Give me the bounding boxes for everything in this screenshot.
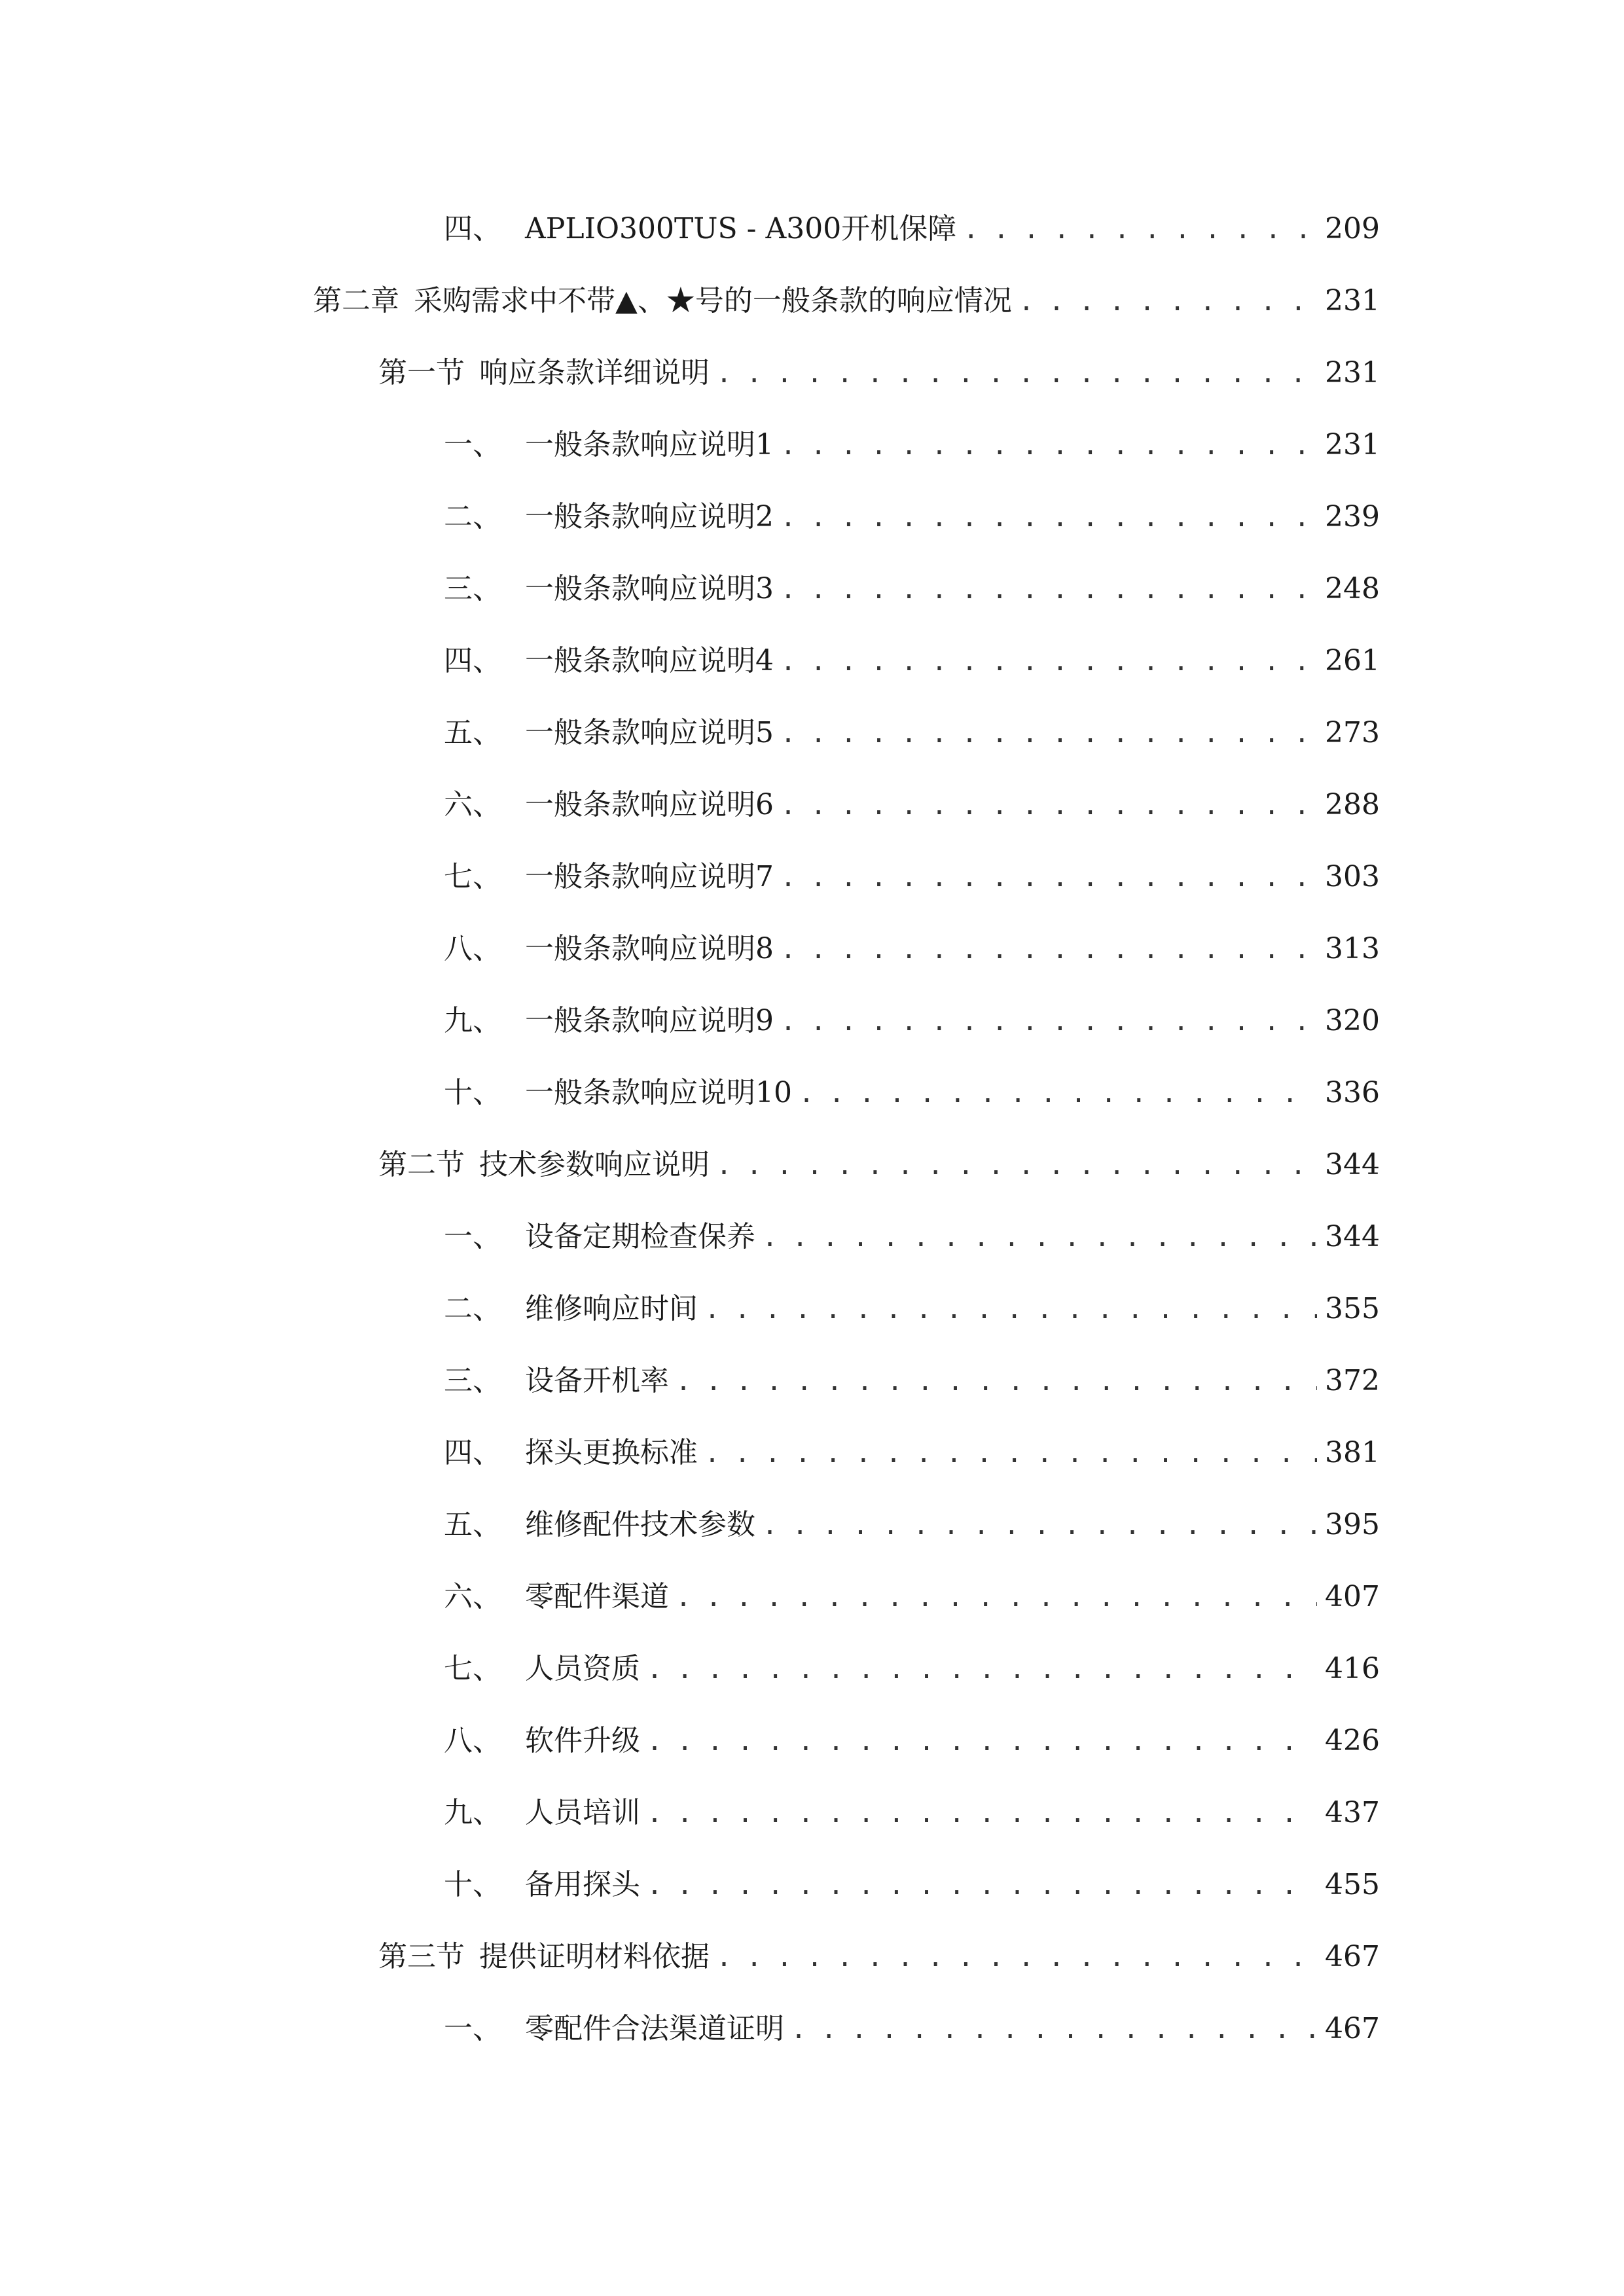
- toc-entry-number: 四、: [444, 1436, 501, 1469]
- toc-entry[interactable]: [444, 203, 1380, 255]
- dot-leader: [647, 1787, 1317, 1840]
- toc-entry-page: 231: [1325, 428, 1380, 461]
- toc-entry-title: 一般条款响应说明1: [525, 428, 774, 461]
- toc-entry-page: 426: [1325, 1724, 1380, 1757]
- toc-entry-number: 九、: [444, 1004, 501, 1037]
- dot-leader: [780, 708, 1317, 760]
- toc-entry-page: 437: [1325, 1796, 1380, 1829]
- dot-leader: [780, 564, 1317, 616]
- toc-entry-number: 七、: [444, 860, 501, 893]
- dot-leader: [676, 1355, 1317, 1408]
- toc-entry-number: 二、: [444, 1292, 501, 1325]
- toc-entry-page: 273: [1325, 716, 1380, 749]
- toc-entry[interactable]: [444, 1787, 1380, 1839]
- toc-entry[interactable]: [444, 2003, 1380, 2055]
- toc-entry-page: 372: [1325, 1364, 1380, 1397]
- toc-entry-title: 一般条款响应说明4: [525, 644, 774, 677]
- toc-entry-number: 五、: [444, 716, 501, 749]
- toc-entry-number: 六、: [444, 788, 501, 821]
- dot-leader: [704, 1283, 1317, 1336]
- toc-entry[interactable]: [444, 1427, 1380, 1479]
- toc-entry[interactable]: [378, 1931, 1380, 1983]
- toc-entry-title: 一般条款响应说明9: [525, 1004, 774, 1037]
- toc-entry[interactable]: [444, 1571, 1380, 1623]
- toc-entry[interactable]: [313, 275, 1380, 327]
- toc-entry-title: 维修配件技术参数: [525, 1508, 755, 1541]
- toc-entry-title: 一般条款响应说明10: [525, 1076, 792, 1109]
- toc-entry-title: 人员资质: [525, 1652, 640, 1685]
- toc-entry-title: 零配件合法渠道证明: [525, 2012, 784, 2045]
- toc-entry-page: 455: [1325, 1868, 1380, 1901]
- dot-leader: [780, 924, 1317, 976]
- dot-leader: [676, 1571, 1317, 1624]
- toc-entry[interactable]: [444, 923, 1380, 975]
- toc-entry[interactable]: [444, 1859, 1380, 1911]
- toc-entry-title: 维修响应时间: [525, 1292, 698, 1325]
- toc-entry-number: 二、: [444, 500, 501, 533]
- toc-entry-number: 十、: [444, 1076, 501, 1109]
- toc-entry-number: 第二节: [378, 1148, 465, 1181]
- dot-leader: [780, 852, 1317, 904]
- toc-entry[interactable]: [444, 1283, 1380, 1335]
- toc-entry[interactable]: [444, 779, 1380, 831]
- toc-entry-number: 第二章: [313, 284, 399, 317]
- toc-entry-title: 提供证明材料依据: [479, 1940, 710, 1973]
- toc-entry[interactable]: [378, 347, 1380, 399]
- toc-entry-page: 416: [1325, 1652, 1380, 1685]
- toc-entry-title: 一般条款响应说明5: [525, 716, 774, 749]
- dot-leader: [780, 996, 1317, 1048]
- dot-leader: [704, 1427, 1317, 1480]
- toc-entry[interactable]: [444, 1067, 1380, 1119]
- toc-entry-page: 231: [1325, 356, 1380, 389]
- toc-entry-page: 467: [1325, 2012, 1380, 2045]
- toc-entry[interactable]: [444, 1643, 1380, 1695]
- dot-leader: [780, 420, 1317, 472]
- toc-entry-page: 344: [1325, 1220, 1380, 1253]
- toc-entry-page: 209: [1325, 212, 1380, 245]
- toc-entry-page: 395: [1325, 1508, 1380, 1541]
- toc-entry-title: 一般条款响应说明6: [525, 788, 774, 821]
- dot-leader: [647, 1859, 1317, 1912]
- toc-entry-page: 336: [1325, 1076, 1380, 1109]
- toc-entry-number: 四、: [444, 212, 501, 245]
- toc-entry-number: 七、: [444, 1652, 501, 1685]
- toc-entry-number: 十、: [444, 1868, 501, 1901]
- dot-leader: [780, 492, 1317, 544]
- toc-entry-number: 一、: [444, 428, 501, 461]
- toc-entry-title: 一般条款响应说明8: [525, 932, 774, 965]
- toc-entry[interactable]: [444, 851, 1380, 903]
- toc-entry-title: 一般条款响应说明2: [525, 500, 774, 533]
- toc-entry-page: 313: [1325, 932, 1380, 965]
- dot-leader: [716, 1139, 1317, 1192]
- toc-entry-page: 381: [1325, 1436, 1380, 1469]
- toc-entry-title: APLIO300TUS - A300开机保障: [525, 212, 957, 245]
- toc-entry-number: 九、: [444, 1796, 501, 1829]
- toc-entry-number: 六、: [444, 1580, 501, 1613]
- dot-leader: [647, 1715, 1317, 1768]
- toc-entry[interactable]: [378, 1139, 1380, 1191]
- dot-leader: [780, 780, 1317, 832]
- toc-entry-page: 239: [1325, 500, 1380, 533]
- toc-entry[interactable]: [444, 1715, 1380, 1767]
- toc-entry-page: 303: [1325, 860, 1380, 893]
- toc-entry-number: 第三节: [378, 1940, 465, 1973]
- dot-leader: [963, 204, 1317, 256]
- toc-entry[interactable]: [444, 707, 1380, 759]
- toc-entry-title: 一般条款响应说明3: [525, 572, 774, 605]
- toc-entry-title: 响应条款详细说明: [479, 356, 710, 389]
- toc-entry-page: 407: [1325, 1580, 1380, 1613]
- toc-entry[interactable]: [444, 1211, 1380, 1263]
- dot-leader: [762, 1499, 1317, 1552]
- toc-entry-title: 零配件渠道: [525, 1580, 669, 1613]
- toc-entry-page: 320: [1325, 1004, 1380, 1037]
- toc-entry-number: 一、: [444, 2012, 501, 2045]
- toc-entry[interactable]: [444, 1355, 1380, 1407]
- dot-leader: [716, 1931, 1317, 1984]
- dot-leader: [647, 1643, 1317, 1696]
- dot-leader: [762, 1211, 1317, 1264]
- toc-entry-page: 288: [1325, 788, 1380, 821]
- toc-entry-title: 备用探头: [525, 1868, 640, 1901]
- toc-entry-page: 344: [1325, 1148, 1380, 1181]
- toc-entry-title: 软件升级: [525, 1724, 640, 1757]
- dot-leader: [799, 1067, 1317, 1120]
- toc-entry[interactable]: [444, 419, 1380, 471]
- toc-entry-page: 248: [1325, 572, 1380, 605]
- toc-entry-number: 八、: [444, 932, 501, 965]
- toc-entry-page: 355: [1325, 1292, 1380, 1325]
- toc-entry-title: 一般条款响应说明7: [525, 860, 774, 893]
- toc-entry-title: 人员培训: [525, 1796, 640, 1829]
- dot-leader: [1019, 276, 1317, 328]
- toc-entry-number: 四、: [444, 644, 501, 677]
- toc-entry-title: 设备开机率: [525, 1364, 669, 1397]
- toc-entry-number: 第一节: [378, 356, 465, 389]
- toc-entry-number: 一、: [444, 1220, 501, 1253]
- toc-entry-number: 五、: [444, 1508, 501, 1541]
- toc-entry-title: 探头更换标准: [525, 1436, 698, 1469]
- toc-entry-page: 467: [1325, 1940, 1380, 1973]
- dot-leader: [716, 348, 1317, 400]
- toc-entry[interactable]: [444, 1499, 1380, 1551]
- dot-leader: [791, 2003, 1317, 2056]
- toc-entry-page: 231: [1325, 284, 1380, 317]
- toc-entry[interactable]: [444, 563, 1380, 615]
- toc-entry[interactable]: [444, 635, 1380, 687]
- toc-entry[interactable]: [444, 491, 1380, 543]
- toc-entry-number: 三、: [444, 1364, 501, 1397]
- toc-entry-number: 三、: [444, 572, 501, 605]
- dot-leader: [780, 636, 1317, 688]
- toc-entry-title: 采购需求中不带▲、★号的一般条款的响应情况: [414, 284, 1012, 317]
- toc-entry-title: 技术参数响应说明: [479, 1148, 710, 1181]
- toc-entry-page: 261: [1325, 644, 1380, 677]
- toc-entry-title: 设备定期检查保养: [525, 1220, 755, 1253]
- toc-entry[interactable]: [444, 995, 1380, 1047]
- toc-entry-number: 八、: [444, 1724, 501, 1757]
